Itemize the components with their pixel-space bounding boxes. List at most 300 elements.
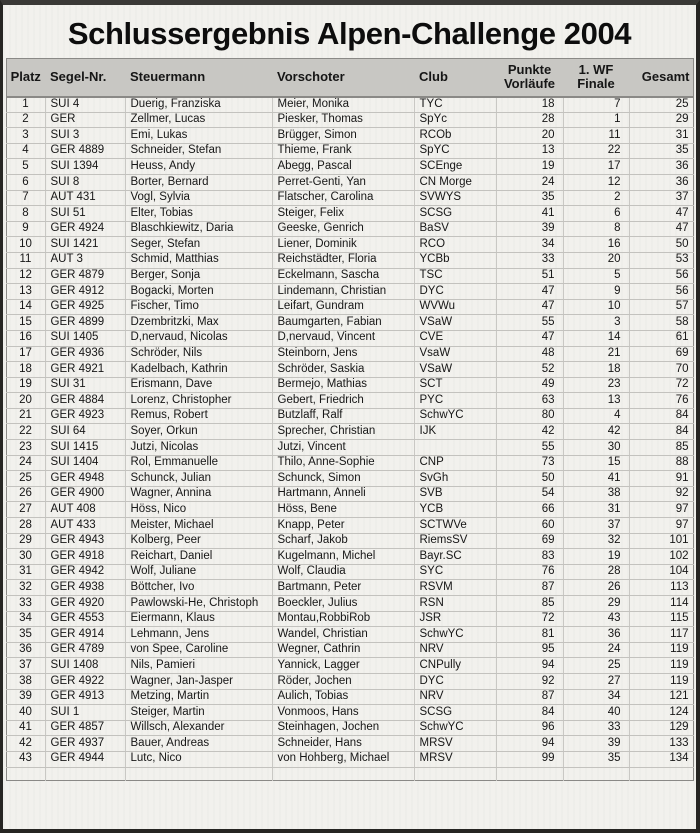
cell-wf: 3 <box>563 315 629 331</box>
cell-platz: 31 <box>6 564 45 580</box>
cell-punkte: 47 <box>496 330 563 346</box>
cell-wf: 13 <box>563 393 629 409</box>
cell-platz: 21 <box>6 408 45 424</box>
cell-vorschoter: Bartmann, Peter <box>272 580 414 596</box>
cell-wf: 12 <box>563 174 629 190</box>
cell-vorschoter: Lindemann, Christian <box>272 284 414 300</box>
cell-segelnr: SUI 1 <box>45 705 125 721</box>
empty-cell <box>125 767 272 780</box>
cell-punkte: 54 <box>496 486 563 502</box>
empty-cell <box>6 767 45 780</box>
cell-club: CNPully <box>414 658 496 674</box>
cell-punkte: 18 <box>496 97 563 113</box>
cell-platz: 3 <box>6 128 45 144</box>
cell-platz: 27 <box>6 502 45 518</box>
cell-gesamt: 91 <box>629 471 693 487</box>
cell-segelnr: SUI 1408 <box>45 658 125 674</box>
column-header-gesamt: Gesamt <box>629 59 693 97</box>
cell-gesamt: 119 <box>629 642 693 658</box>
table-row <box>6 237 693 253</box>
cell-steuermann: Pawlowski-He, Christoph <box>125 596 272 612</box>
cell-steuermann: Schneider, Stefan <box>125 143 272 159</box>
cell-wf: 14 <box>563 330 629 346</box>
cell-segelnr: GER 4900 <box>45 486 125 502</box>
cell-punkte: 49 <box>496 377 563 393</box>
cell-vorschoter: Yannick, Lagger <box>272 658 414 674</box>
cell-gesamt: 97 <box>629 518 693 534</box>
cell-club: CNP <box>414 455 496 471</box>
cell-vorschoter: Höss, Bene <box>272 502 414 518</box>
cell-vorschoter: Thilo, Anne-Sophie <box>272 455 414 471</box>
cell-platz: 33 <box>6 596 45 612</box>
cell-vorschoter: Scharf, Jakob <box>272 533 414 549</box>
table-row <box>6 424 693 440</box>
cell-vorschoter: Gebert, Friedrich <box>272 393 414 409</box>
cell-platz: 22 <box>6 424 45 440</box>
cell-segelnr: GER 4943 <box>45 533 125 549</box>
cell-platz: 41 <box>6 720 45 736</box>
cell-club: SchwYC <box>414 408 496 424</box>
cell-club: TYC <box>414 97 496 113</box>
column-header-club: Club <box>414 59 496 97</box>
empty-cell <box>272 767 414 780</box>
cell-wf: 31 <box>563 502 629 518</box>
cell-club: CVE <box>414 330 496 346</box>
cell-segelnr: GER 4914 <box>45 627 125 643</box>
table-row <box>6 393 693 409</box>
cell-segelnr: SUI 1415 <box>45 440 125 456</box>
cell-punkte: 34 <box>496 237 563 253</box>
cell-gesamt: 119 <box>629 673 693 689</box>
cell-wf: 24 <box>563 642 629 658</box>
table-row <box>6 658 693 674</box>
cell-gesamt: 129 <box>629 720 693 736</box>
cell-steuermann: Zellmer, Lucas <box>125 112 272 128</box>
cell-wf: 21 <box>563 346 629 362</box>
table-row <box>6 596 693 612</box>
cell-wf: 37 <box>563 518 629 534</box>
cell-gesamt: 84 <box>629 408 693 424</box>
cell-punkte: 73 <box>496 455 563 471</box>
cell-steuermann: Lehmann, Jens <box>125 627 272 643</box>
cell-wf: 2 <box>563 190 629 206</box>
cell-club: TSC <box>414 268 496 284</box>
cell-steuermann: Blaschkiewitz, Daria <box>125 221 272 237</box>
cell-wf: 16 <box>563 237 629 253</box>
cell-platz: 1 <box>6 97 45 113</box>
cell-club: Bayr.SC <box>414 549 496 565</box>
cell-steuermann: Steiger, Martin <box>125 705 272 721</box>
cell-wf: 9 <box>563 284 629 300</box>
cell-vorschoter: Schneider, Hans <box>272 736 414 752</box>
cell-steuermann: Elter, Tobias <box>125 206 272 222</box>
table-row <box>6 455 693 471</box>
cell-club: RSVM <box>414 580 496 596</box>
table-row <box>6 221 693 237</box>
cell-steuermann: Vogl, Sylvia <box>125 190 272 206</box>
cell-wf: 19 <box>563 549 629 565</box>
cell-platz: 32 <box>6 580 45 596</box>
cell-steuermann: Berger, Sonja <box>125 268 272 284</box>
cell-club: SCEnge <box>414 159 496 175</box>
cell-vorschoter: Röder, Jochen <box>272 673 414 689</box>
cell-vorschoter: von Hohberg, Michael <box>272 751 414 767</box>
cell-vorschoter: Eckelmann, Sascha <box>272 268 414 284</box>
cell-vorschoter: Piesker, Thomas <box>272 112 414 128</box>
cell-gesamt: 29 <box>629 112 693 128</box>
cell-gesamt: 97 <box>629 502 693 518</box>
cell-gesamt: 56 <box>629 268 693 284</box>
cell-punkte: 47 <box>496 299 563 315</box>
cell-vorschoter: Schröder, Saskia <box>272 362 414 378</box>
table-row <box>6 518 693 534</box>
cell-vorschoter: Steinborn, Jens <box>272 346 414 362</box>
table-row <box>6 486 693 502</box>
cell-club <box>414 440 496 456</box>
cell-vorschoter: Brügger, Simon <box>272 128 414 144</box>
cell-steuermann: Willsch, Alexander <box>125 720 272 736</box>
cell-wf: 4 <box>563 408 629 424</box>
cell-steuermann: Soyer, Orkun <box>125 424 272 440</box>
cell-vorschoter: Kugelmann, Michel <box>272 549 414 565</box>
cell-club: SvGh <box>414 471 496 487</box>
cell-platz: 8 <box>6 206 45 222</box>
cell-gesamt: 37 <box>629 190 693 206</box>
cell-punkte: 99 <box>496 751 563 767</box>
cell-segelnr: SUI 8 <box>45 174 125 190</box>
cell-punkte: 48 <box>496 346 563 362</box>
cell-platz: 18 <box>6 362 45 378</box>
cell-gesamt: 101 <box>629 533 693 549</box>
cell-wf: 8 <box>563 221 629 237</box>
cell-punkte: 83 <box>496 549 563 565</box>
table-row <box>6 143 693 159</box>
cell-club: YCB <box>414 502 496 518</box>
table-row <box>6 440 693 456</box>
cell-platz: 12 <box>6 268 45 284</box>
cell-punkte: 94 <box>496 658 563 674</box>
cell-club: DYC <box>414 284 496 300</box>
cell-gesamt: 69 <box>629 346 693 362</box>
cell-wf: 10 <box>563 299 629 315</box>
cell-steuermann: Böttcher, Ivo <box>125 580 272 596</box>
cell-wf: 7 <box>563 97 629 113</box>
cell-club: SCTWVe <box>414 518 496 534</box>
cell-steuermann: D,nervaud, Nicolas <box>125 330 272 346</box>
cell-vorschoter: Jutzi, Vincent <box>272 440 414 456</box>
cell-club: NRV <box>414 642 496 658</box>
table-row <box>6 502 693 518</box>
cell-segelnr: GER 4925 <box>45 299 125 315</box>
cell-platz: 7 <box>6 190 45 206</box>
cell-wf: 41 <box>563 471 629 487</box>
cell-vorschoter: Knapp, Peter <box>272 518 414 534</box>
cell-punkte: 28 <box>496 112 563 128</box>
cell-gesamt: 133 <box>629 736 693 752</box>
cell-segelnr: SUI 1405 <box>45 330 125 346</box>
table-row <box>6 190 693 206</box>
table-row <box>6 284 693 300</box>
table-row <box>6 627 693 643</box>
cell-gesamt: 115 <box>629 611 693 627</box>
cell-vorschoter: Aulich, Tobias <box>272 689 414 705</box>
cell-punkte: 92 <box>496 673 563 689</box>
cell-punkte: 76 <box>496 564 563 580</box>
cell-punkte: 95 <box>496 642 563 658</box>
cell-steuermann: Bauer, Andreas <box>125 736 272 752</box>
cell-gesamt: 117 <box>629 627 693 643</box>
results-table <box>6 58 694 781</box>
empty-cell <box>563 767 629 780</box>
cell-steuermann: von Spee, Caroline <box>125 642 272 658</box>
cell-steuermann: Jutzi, Nicolas <box>125 440 272 456</box>
cell-club: MRSV <box>414 736 496 752</box>
table-row <box>6 611 693 627</box>
cell-wf: 38 <box>563 486 629 502</box>
table-row <box>6 720 693 736</box>
cell-club: MRSV <box>414 751 496 767</box>
cell-platz: 9 <box>6 221 45 237</box>
cell-wf: 6 <box>563 206 629 222</box>
cell-platz: 17 <box>6 346 45 362</box>
cell-gesamt: 134 <box>629 751 693 767</box>
cell-punkte: 50 <box>496 471 563 487</box>
cell-segelnr: GER 4924 <box>45 221 125 237</box>
cell-punkte: 20 <box>496 128 563 144</box>
cell-wf: 17 <box>563 159 629 175</box>
cell-platz: 25 <box>6 471 45 487</box>
cell-vorschoter: Schunck, Simon <box>272 471 414 487</box>
cell-steuermann: Eiermann, Klaus <box>125 611 272 627</box>
cell-punkte: 81 <box>496 627 563 643</box>
cell-steuermann: Remus, Robert <box>125 408 272 424</box>
cell-vorschoter: Boeckler, Julius <box>272 596 414 612</box>
cell-steuermann: Borter, Bernard <box>125 174 272 190</box>
cell-platz: 4 <box>6 143 45 159</box>
cell-steuermann: Schröder, Nils <box>125 346 272 362</box>
cell-gesamt: 92 <box>629 486 693 502</box>
cell-gesamt: 50 <box>629 237 693 253</box>
page-title: Schlussergebnis Alpen-Challenge 2004 <box>67 16 632 51</box>
cell-segelnr: GER 4857 <box>45 720 125 736</box>
cell-steuermann: Kolberg, Peer <box>125 533 272 549</box>
cell-gesamt: 113 <box>629 580 693 596</box>
table-row <box>6 736 693 752</box>
cell-vorschoter: Baumgarten, Fabian <box>272 315 414 331</box>
cell-steuermann: Lutc, Nico <box>125 751 272 767</box>
cell-gesamt: 70 <box>629 362 693 378</box>
cell-segelnr: SUI 1404 <box>45 455 125 471</box>
cell-platz: 16 <box>6 330 45 346</box>
cell-segelnr: GER 4553 <box>45 611 125 627</box>
cell-wf: 26 <box>563 580 629 596</box>
cell-segelnr: GER 4913 <box>45 689 125 705</box>
cell-club: SYC <box>414 564 496 580</box>
cell-platz: 36 <box>6 642 45 658</box>
table-row <box>6 97 693 113</box>
table-row <box>6 580 693 596</box>
cell-steuermann: Rol, Emmanuelle <box>125 455 272 471</box>
cell-platz: 6 <box>6 174 45 190</box>
column-header-steuermann: Steuermann <box>125 59 272 97</box>
cell-wf: 25 <box>563 658 629 674</box>
cell-gesamt: 88 <box>629 455 693 471</box>
cell-club: SchwYC <box>414 627 496 643</box>
cell-punkte: 69 <box>496 533 563 549</box>
cell-segelnr: GER 4922 <box>45 673 125 689</box>
cell-gesamt: 61 <box>629 330 693 346</box>
table-row <box>6 206 693 222</box>
cell-punkte: 41 <box>496 206 563 222</box>
table-row <box>6 471 693 487</box>
cell-platz: 10 <box>6 237 45 253</box>
cell-platz: 19 <box>6 377 45 393</box>
cell-steuermann: Lorenz, Christopher <box>125 393 272 409</box>
empty-row <box>6 767 693 780</box>
cell-wf: 23 <box>563 377 629 393</box>
cell-platz: 15 <box>6 315 45 331</box>
cell-gesamt: 57 <box>629 299 693 315</box>
cell-steuermann: Emi, Lukas <box>125 128 272 144</box>
cell-club: RCOb <box>414 128 496 144</box>
cell-segelnr: GER 4938 <box>45 580 125 596</box>
cell-wf: 15 <box>563 455 629 471</box>
cell-vorschoter: Reichstädter, Floria <box>272 252 414 268</box>
cell-wf: 28 <box>563 564 629 580</box>
cell-gesamt: 119 <box>629 658 693 674</box>
cell-punkte: 72 <box>496 611 563 627</box>
cell-vorschoter: Butzlaff, Ralf <box>272 408 414 424</box>
cell-vorschoter: Thieme, Frank <box>272 143 414 159</box>
table-row <box>6 128 693 144</box>
cell-steuermann: Wolf, Juliane <box>125 564 272 580</box>
cell-club: SCSG <box>414 206 496 222</box>
cell-punkte: 24 <box>496 174 563 190</box>
cell-steuermann: Höss, Nico <box>125 502 272 518</box>
table-row <box>6 346 693 362</box>
cell-steuermann: Wagner, Jan-Jasper <box>125 673 272 689</box>
cell-platz: 26 <box>6 486 45 502</box>
cell-gesamt: 104 <box>629 564 693 580</box>
cell-gesamt: 121 <box>629 689 693 705</box>
cell-punkte: 87 <box>496 689 563 705</box>
cell-club: RiemsSV <box>414 533 496 549</box>
cell-vorschoter: Steiger, Felix <box>272 206 414 222</box>
cell-platz: 11 <box>6 252 45 268</box>
table-row <box>6 315 693 331</box>
table-row <box>6 112 693 128</box>
cell-punkte: 52 <box>496 362 563 378</box>
table-row <box>6 408 693 424</box>
cell-punkte: 85 <box>496 596 563 612</box>
cell-steuermann: Metzing, Martin <box>125 689 272 705</box>
cell-vorschoter: Wolf, Claudia <box>272 564 414 580</box>
cell-steuermann: Seger, Stefan <box>125 237 272 253</box>
cell-punkte: 51 <box>496 268 563 284</box>
cell-platz: 34 <box>6 611 45 627</box>
cell-steuermann: Nils, Pamieri <box>125 658 272 674</box>
cell-platz: 13 <box>6 284 45 300</box>
table-row <box>6 689 693 705</box>
cell-segelnr: SUI 3 <box>45 128 125 144</box>
cell-gesamt: 58 <box>629 315 693 331</box>
cell-segelnr: AUT 433 <box>45 518 125 534</box>
cell-segelnr: GER 4921 <box>45 362 125 378</box>
cell-segelnr: SUI 4 <box>45 97 125 113</box>
cell-gesamt: 84 <box>629 424 693 440</box>
cell-platz: 28 <box>6 518 45 534</box>
cell-wf: 11 <box>563 128 629 144</box>
cell-vorschoter: Abegg, Pascal <box>272 159 414 175</box>
table-row <box>6 174 693 190</box>
cell-punkte: 55 <box>496 440 563 456</box>
cell-punkte: 84 <box>496 705 563 721</box>
cell-club: SpYc <box>414 112 496 128</box>
cell-gesamt: 85 <box>629 440 693 456</box>
cell-segelnr: AUT 431 <box>45 190 125 206</box>
cell-wf: 20 <box>563 252 629 268</box>
cell-punkte: 80 <box>496 408 563 424</box>
cell-platz: 20 <box>6 393 45 409</box>
cell-vorschoter: D,nervaud, Vincent <box>272 330 414 346</box>
cell-club: RSN <box>414 596 496 612</box>
cell-segelnr: GER 4944 <box>45 751 125 767</box>
cell-platz: 38 <box>6 673 45 689</box>
cell-steuermann: Bogacki, Morten <box>125 284 272 300</box>
empty-cell <box>629 767 693 780</box>
cell-punkte: 13 <box>496 143 563 159</box>
table-row <box>6 252 693 268</box>
cell-gesamt: 31 <box>629 128 693 144</box>
cell-vorschoter: Vonmoos, Hans <box>272 705 414 721</box>
cell-platz: 2 <box>6 112 45 128</box>
cell-steuermann: Meister, Michael <box>125 518 272 534</box>
cell-punkte: 42 <box>496 424 563 440</box>
cell-platz: 14 <box>6 299 45 315</box>
cell-segelnr: GER 4948 <box>45 471 125 487</box>
table-row <box>6 330 693 346</box>
cell-vorschoter: Meier, Monika <box>272 97 414 113</box>
empty-cell <box>414 767 496 780</box>
table-row <box>6 564 693 580</box>
cell-club: SVB <box>414 486 496 502</box>
cell-vorschoter: Bermejo, Mathias <box>272 377 414 393</box>
cell-vorschoter: Wandel, Christian <box>272 627 414 643</box>
cell-steuermann: Heuss, Andy <box>125 159 272 175</box>
cell-segelnr: SUI 1394 <box>45 159 125 175</box>
cell-punkte: 66 <box>496 502 563 518</box>
cell-gesamt: 35 <box>629 143 693 159</box>
cell-steuermann: Fischer, Timo <box>125 299 272 315</box>
cell-vorschoter: Sprecher, Christian <box>272 424 414 440</box>
cell-wf: 32 <box>563 533 629 549</box>
cell-wf: 40 <box>563 705 629 721</box>
cell-wf: 33 <box>563 720 629 736</box>
cell-wf: 18 <box>563 362 629 378</box>
table-header <box>6 59 693 97</box>
cell-steuermann: Schunck, Julian <box>125 471 272 487</box>
table-row <box>6 642 693 658</box>
table-row <box>6 159 693 175</box>
table-row <box>6 549 693 565</box>
cell-platz: 37 <box>6 658 45 674</box>
cell-vorschoter: Flatscher, Carolina <box>272 190 414 206</box>
cell-segelnr: GER 4937 <box>45 736 125 752</box>
cell-punkte: 96 <box>496 720 563 736</box>
cell-gesamt: 47 <box>629 206 693 222</box>
cell-segelnr: GER 4879 <box>45 268 125 284</box>
cell-gesamt: 56 <box>629 284 693 300</box>
